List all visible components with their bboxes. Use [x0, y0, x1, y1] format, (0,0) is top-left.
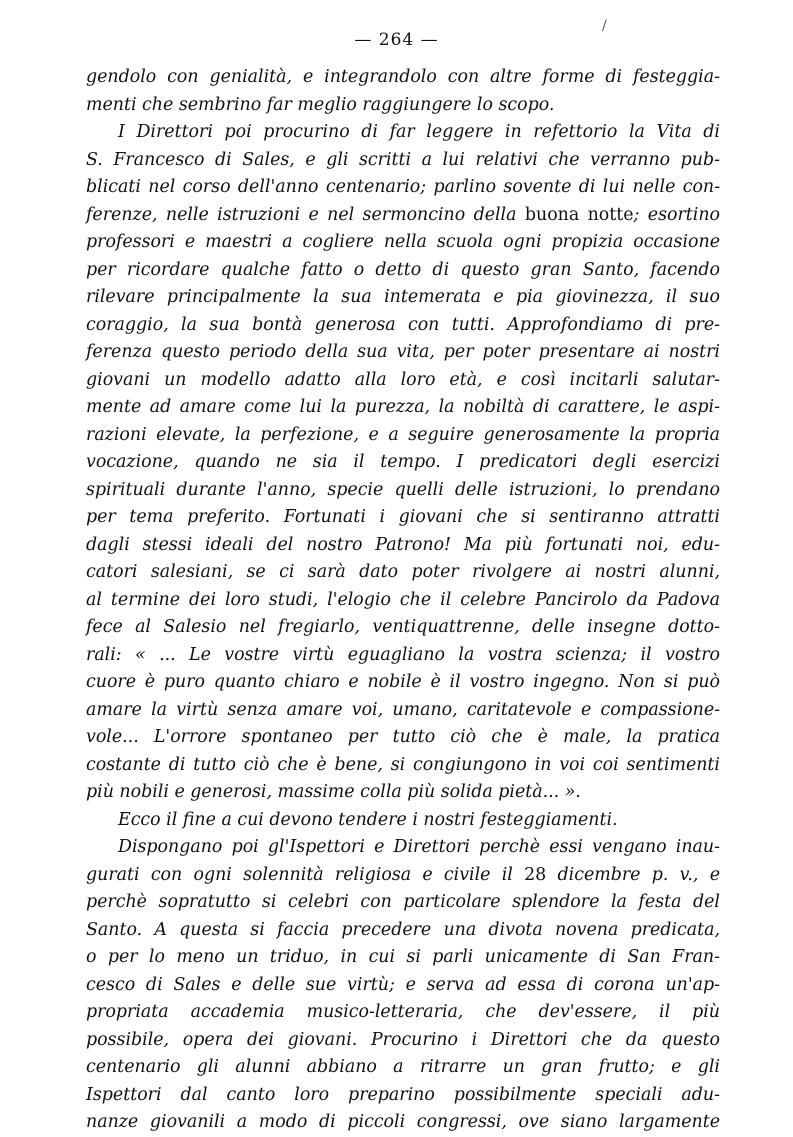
text-segment: ferenze, nelle istruzioni e nel sermoncino della [86, 204, 525, 225]
text-line: o per lo meno un triduo, in cui si parli unicamente di San Fran- [86, 947, 720, 967]
text-line: al termine dei loro studi, l'elogio che il celebre Pancirolo da Padova [86, 589, 720, 610]
text-line: Santo. A questa si faccia precedere una divota novena predicata, [86, 919, 720, 940]
text-line: per tema preferito. Fortunati i giovani che si sentiranno attratti [86, 507, 720, 527]
text-line: cesco di Sales e delle sue virtù; e serva ad essa di corona un'ap- [86, 974, 720, 995]
stray-pen-mark: / [602, 18, 607, 34]
text-line: propriata accademia musico-letteraria, che dev'essere, il più [86, 1002, 720, 1022]
text-line: mente ad amare come lui la purezza, la nobiltà di carattere, le aspi- [86, 397, 720, 417]
text-line: amare la virtù senza amare voi, umano, caritatevole e compassione- [86, 699, 720, 720]
text-line: vole... L'orrore spontaneo per tutto ciò che è male, la pratica [86, 727, 720, 747]
text-line: spirituali durante l'anno, specie quelli delle istruzioni, lo prendano [86, 479, 720, 500]
text-segment: dicembre p. v., e [546, 864, 720, 885]
text-line: gendolo con genialità, e integrandolo con altre forme di festeggia- [86, 67, 720, 87]
page-number: — 264 — [354, 30, 439, 50]
text-line: Ispettori dal canto loro preparino possibilmente speciali adu- [86, 1084, 720, 1105]
text-line: cuore è puro quanto chiaro e nobile è il vostro ingegno. Non si può [86, 672, 720, 692]
text-line [86, 862, 720, 890]
text-line [86, 202, 720, 230]
paragraph-start-line: I Direttori poi procurino di far leggere in refettorio la Vita di [118, 122, 720, 142]
text-segment: ; esortino [633, 204, 720, 225]
text-line: perchè sopratutto si celebri con particolare splendore la festa del [86, 892, 720, 912]
paragraph-start-line: Dispongano poi gl'Ispettori e Direttori perchè essi vengano inau- [118, 837, 720, 857]
upright-text-segment: 28 [524, 864, 547, 885]
text-line: dagli stessi ideali del nostro Patrono! Ma più fortunati noi, edu- [86, 534, 720, 555]
text-line: più nobili e generosi, massime colla più solida pietà... ». [86, 782, 581, 802]
text-line: vocazione, quando ne sia il tempo. I predicatori degli esercizi [86, 452, 720, 472]
text-line: razioni elevate, la perfezione, e a seguire generosamente la propria [86, 424, 720, 445]
text-segment: gurati con ogni solennità religiosa e civile il [86, 864, 525, 885]
text-line: costante di tutto ciò che è bene, si congiungono in voi coi sentimenti [86, 754, 720, 775]
text-line: coraggio, la sua bontà generosa con tutti. Approfondiamo di pre- [86, 314, 720, 335]
text-line: possibile, opera dei giovani. Procurino i Direttori che da questo [86, 1029, 720, 1050]
paragraph-start-line: Ecco il fine a cui devono tendere i nostri festeggiamenti. [118, 809, 618, 830]
text-line: fece al Salesio nel fregiarlo, ventiquattrenne, delle insegne dotto- [86, 617, 720, 637]
text-line: centenario gli alunni abbiano a ritrarre un gran frutto; e gli [86, 1057, 720, 1077]
text-line: blicati nel corso dell'anno centenario; parlino sovente di lui nelle con- [86, 177, 720, 197]
text-line: rali: « ... Le vostre virtù eguagliano la vostra scienza; il vostro [86, 644, 720, 665]
text-line: rilevare principalmente la sua intemerata e pia giovinezza, il suo [86, 287, 720, 307]
text-line: nanze giovanili a modo di piccoli congressi, ove siano largamente [86, 1112, 720, 1132]
text-line: ferenza questo periodo della sua vita, per poter presentare ai nostri [86, 342, 720, 362]
text-line: professori e maestri a cogliere nella scuola ogni propizia occasione [86, 232, 720, 252]
text-line: catori salesiani, se ci sarà dato poter rivolgere ai nostri alunni, [86, 562, 720, 582]
text-line: giovani un modello adatto alla loro età, e così incitarli salutar- [86, 369, 720, 390]
text-line: S. Francesco di Sales, e gli scritti a lui relativi che verranno pub- [86, 149, 720, 170]
text-line: per ricordare qualche fatto o detto di questo gran Santo, facendo [86, 259, 720, 280]
body-text [86, 64, 720, 1137]
text-line: menti che sembrino far meglio raggiungere lo scopo. [86, 94, 555, 115]
upright-text-segment: buona notte [524, 204, 634, 225]
